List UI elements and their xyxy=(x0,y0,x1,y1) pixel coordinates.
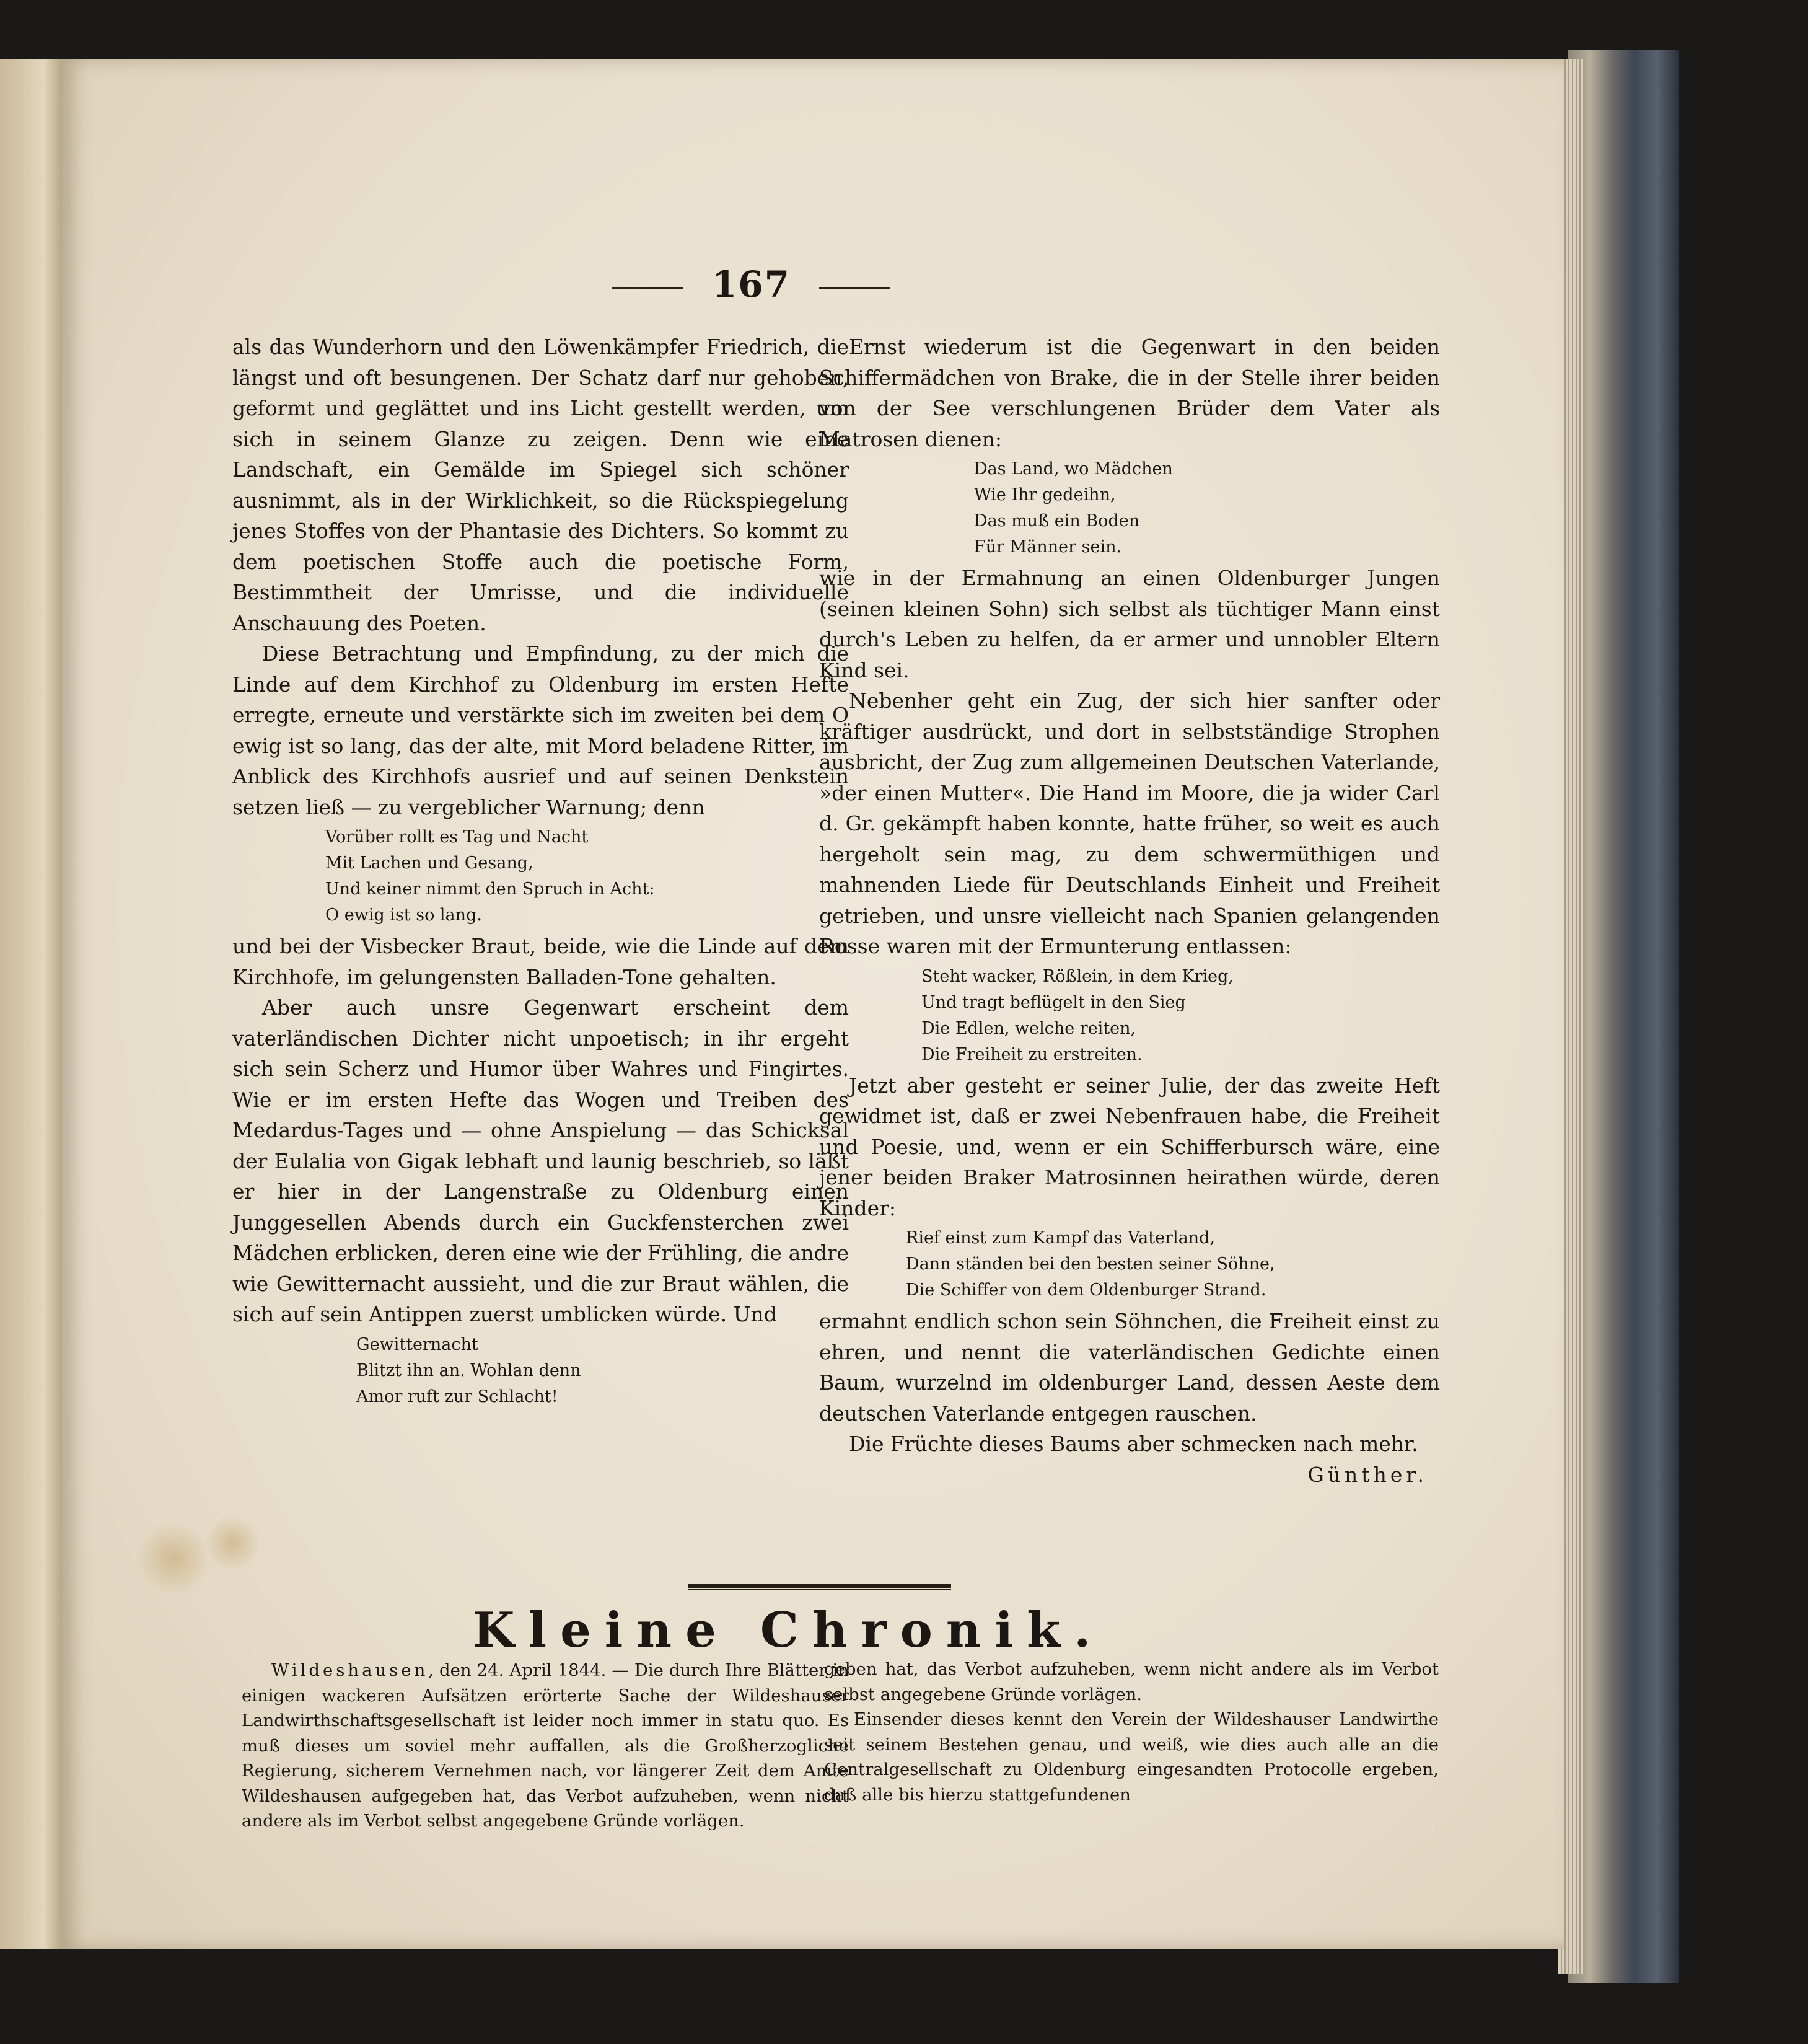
verse-line: Die Schiffer von dem Oldenburger Strand. xyxy=(906,1280,1266,1300)
verse xyxy=(325,824,849,928)
verse xyxy=(906,1225,1440,1303)
signature: Günther. xyxy=(1307,1462,1428,1487)
chronik-left-column xyxy=(242,1658,849,1834)
paragraph: Diese Betrachtung und Empfindung, zu der mich die Linde auf dem Kirchhof zu Oldenburg im ersten Hefte erregte, erneute und verstärkte sich im zweiten bei dem O ewig ist so lang, das der alte, mit Mord beladene Ritter, im Anblick des Kirchhofs ausrief und auf seinen Denkstein setzen ließ — zu vergeblicher Warnung; denn xyxy=(232,641,849,819)
chronik-right-column xyxy=(824,1657,1439,1807)
stain xyxy=(136,1522,211,1596)
left-column xyxy=(232,332,849,1412)
paragraph: wie in der Ermahnung an einen Oldenburger Jungen (seinen kleinen Sohn) sich selbst als tüchtiger Mann einst durch's Leben zu helfen, da er armer und unnobler Eltern Kind sei. xyxy=(819,566,1440,682)
section-rule xyxy=(688,1584,951,1590)
paragraph: Jetzt aber gesteht er seiner Julie, der das zweite Heft gewidmet ist, daß er zwei Nebenfrauen habe, die Freiheit und Poesie, und, wenn er ein Schifferbursch wäre, eine jener beiden Braker Matrosinnen heirathen würde, deren Kinder: xyxy=(819,1073,1440,1220)
paragraph: als das Wunderhorn und den Löwenkämpfer Friedrich, die längst und oft besungenen. Der Schatz darf nur gehoben, geformt und geglättet und ins Licht gestellt werden, um sich in seinem Glanze zu zeigen. Denn wie eine Landschaft, ein Gemälde im Spiegel sich schöner ausnimmt, als in der Wirklichkeit, so die Rückspiegelung jenes Stoffes von der Phantasie des Dichters. So kommt zu dem poetischen Stoffe auch die poetische Form, Bestimmtheit der Umrisse, und die individuelle Anschauung des Poeten. xyxy=(232,335,849,635)
verse-line: Amor ruft zur Schlacht! xyxy=(356,1386,558,1406)
book-page xyxy=(62,59,1564,1949)
section-heading: Kleine Chronik. xyxy=(472,1602,1105,1659)
verse-line: Dann ständen bei den besten seiner Söhne, xyxy=(906,1254,1275,1274)
paragraph: Nebenher geht ein Zug, der sich hier sanfter oder kräftiger ausdrückt, und dort in selbstständige Strophen ausbricht, der Zug zum allgemeinen Deutschen Vaterlande, »der einen Mutter«. Die Hand im Moore, die ja wider Carl d. Gr. gekämpft haben konnte, hatte früher, so weit es auch hergeholt sein mag, zu dem schwermüthigen und mahnenden Liede für Deutschlands Einheit und Freiheit getrieben, und unsre vielleicht nach Spanien gelangenden Rosse waren mit der Ermunterung entlassen: xyxy=(819,689,1440,958)
paragraph: Aber auch unsre Gegenwart erscheint dem vaterländischen Dichter nicht unpoetisch; in ihr ergeht sich sein Scherz und Humor über Wahres und Fingirtes. Wie er im ersten Hefte das Wogen und Treiben des Medardus-Tages und — ohne Anspielung — das Schicksal der Eulalia von Gigak lebhaft und launig beschrieb, so läßt er hier in der Langenstraße zu Oldenburg einen Junggesellen Abends durch ein Guckfensterchen zwei Mädchen erblicken, deren eine wie der Frühling, die andre wie Gewitternacht aussieht, und die zur Braut wählen, die sich auf sein Antippen zuerst umblicken würde. Und xyxy=(232,995,849,1326)
chronik-paragraph: geben hat, das Verbot aufzuheben, wenn nicht andere als im Verbot selbst angegebene Gründe vorlägen. xyxy=(824,1659,1439,1704)
verse-line: Und keiner nimmt den Spruch in Acht: xyxy=(325,879,655,899)
verse-line: Rief einst zum Kampf das Vaterland, xyxy=(906,1228,1215,1248)
paragraph: und bei der Visbecker Braut, beide, wie die Linde auf dem Kirchhofe, im gelungensten Balladen-Tone gehalten. xyxy=(232,934,849,989)
verse-line: Die Freiheit zu erstreiten. xyxy=(921,1044,1143,1064)
verse-line: Blitzt ihn an. Wohlan denn xyxy=(356,1360,581,1380)
verse-line: O ewig ist so lang. xyxy=(325,905,482,925)
verse-line: Für Männer sein. xyxy=(974,537,1122,557)
verse xyxy=(356,1332,849,1410)
verse xyxy=(921,964,1440,1068)
verse-line: Das Land, wo Mädchen xyxy=(974,459,1173,478)
paragraph: Die Früchte dieses Baums aber schmecken nach mehr. xyxy=(849,1432,1418,1456)
chronik-paragraph: Einsender dieses kennt den Verein der Wildeshauser Landwirthe seit seinem Bestehen genau, und weiß, wie dies auch alle an die Centralgesellschaft zu Oldenburg eingesandten Protocolle ergeben, daß alle bis hierzu stattgefundenen xyxy=(824,1709,1439,1805)
paragraph: Ernst wiederum ist die Gegenwart in den beiden Schiffermädchen von Brake, die in der Stelle ihrer beiden von der See verschlungenen Brüder dem Vater als Matrosen dienen: xyxy=(819,335,1440,451)
stain xyxy=(204,1515,260,1571)
verse-line: Gewitternacht xyxy=(356,1334,478,1354)
chronik-text: , den 24. April 1844. — Die durch Ihre Blätter in einigen wackeren Aufsätzen erörterte Sache der Wildeshauser Landwirthschaftsgesellschaft ist leider noch immer in statu quo. Es muß dieses um soviel mehr auffallen, als die Großherzogliche Regierung, sicherem Vernehmen nach, vor längerer Zeit dem Amte Wildeshausen aufgegeben hat, das Verbot aufzuheben, wenn nicht andere als im Verbot selbst angegebene Gründe vorlägen. xyxy=(242,1660,849,1831)
verse-line: Mit Lachen und Gesang, xyxy=(325,853,533,873)
place-name: Wildeshausen xyxy=(271,1660,429,1680)
paragraph: ermahnt endlich schon sein Söhnchen, die Freiheit einst zu ehren, und nennt die vaterländischen Gedichte einen Baum, wurzelnd im oldenburger Land, dessen Aeste dem deutschen Vaterlande entgegen rauschen. xyxy=(819,1309,1440,1425)
verse-line: Wie Ihr gedeihn, xyxy=(974,485,1116,504)
right-column xyxy=(819,332,1440,1490)
verse-line: Steht wacker, Rößlein, in dem Krieg, xyxy=(921,966,1234,986)
verse xyxy=(974,456,1440,560)
page-number: 167 xyxy=(0,263,1503,306)
book-cover-edge xyxy=(1568,50,1679,1983)
verse-line: Und tragt beflügelt in den Sieg xyxy=(921,992,1186,1012)
verse-line: Vorüber rollt es Tag und Nacht xyxy=(325,827,589,847)
verse-line: Das muß ein Boden xyxy=(974,511,1140,531)
facing-page-edge xyxy=(0,59,62,1949)
chronik-paragraph xyxy=(242,1658,849,1834)
verse-line: Die Edlen, welche reiten, xyxy=(921,1018,1136,1038)
